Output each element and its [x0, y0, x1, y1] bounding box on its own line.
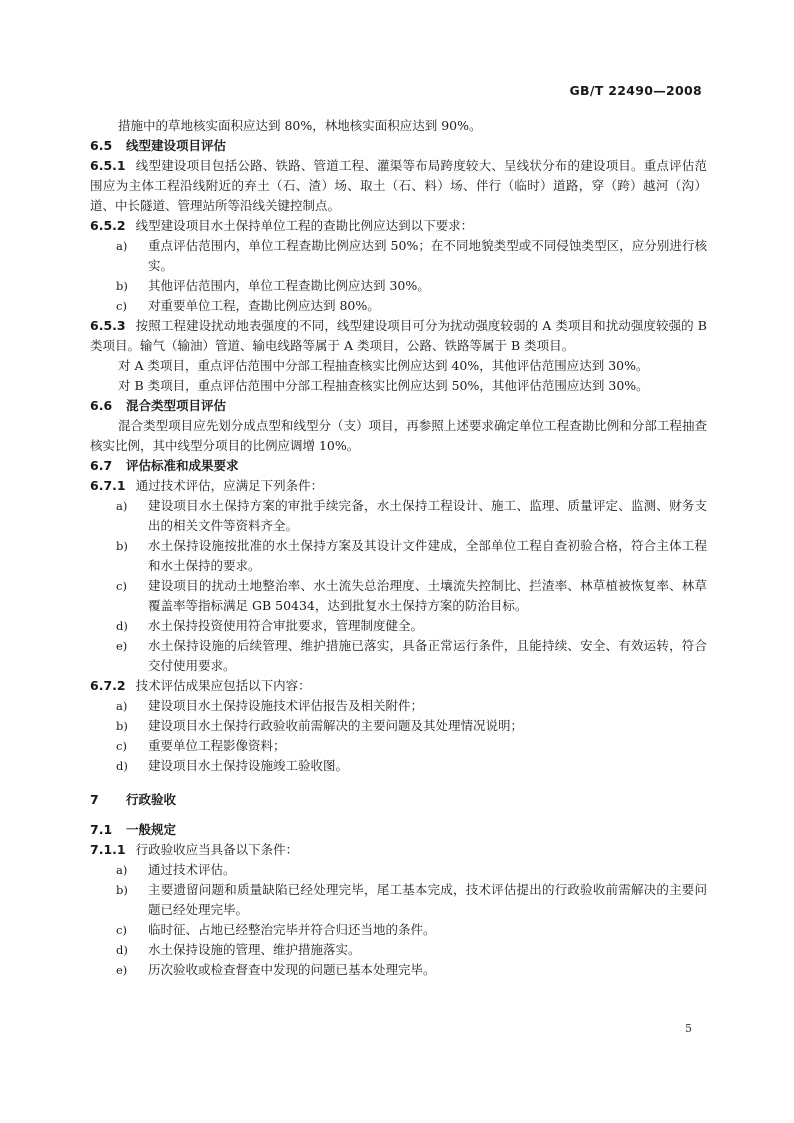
clause-number: 6.5.3 — [90, 318, 126, 333]
document-body — [90, 116, 707, 980]
section-title: 线型建设项目评估 — [126, 138, 227, 153]
list-item — [90, 736, 707, 756]
list-marker: b) — [116, 539, 128, 553]
list-text: 建设项目的扰动土地整治率、水土流失总治理度、土壤流失控制比、拦渣率、林草植被恢复率、林草覆盖率等指标满足 GB 50434，达到批复水土保持方案的防治目标。 — [148, 578, 707, 613]
list-item — [90, 296, 707, 316]
clause-text: 行政验收应当具备以下条件： — [135, 842, 299, 857]
list-marker: a) — [116, 499, 128, 513]
list-item — [90, 276, 707, 296]
list-text: 水土保持设施按批准的水土保持方案及其设计文件建成，全部单位工程自查初验合格，符合主体工程和水土保持的要求。 — [148, 538, 707, 573]
section-title: 混合类型项目评估 — [126, 398, 227, 413]
list-item — [90, 920, 707, 940]
section-title: 一般规定 — [126, 822, 177, 837]
list-text: 水土保持投资使用符合审批要求，管理制度健全。 — [148, 618, 424, 633]
list-marker: a) — [116, 699, 128, 713]
clause-number: 6.5.1 — [90, 158, 126, 173]
section-number: 6.5 — [90, 138, 113, 153]
list-text: 水土保持设施的管理、维护措施落实。 — [148, 942, 361, 957]
list-text: 其他评估范围内，单位工程查勘比例应达到 30%。 — [148, 278, 430, 293]
list-item — [90, 576, 707, 616]
list-item — [90, 616, 707, 636]
paragraph: 对 B 类项目，重点评估范围中分部工程抽查核实比例应达到 50%，其他评估范围应达到 30%。 — [118, 378, 649, 393]
list-text: 建设项目水土保持方案的审批手续完备，水土保持工程设计、施工、监理、质量评定、监测、财务支出的相关文件等资料齐全。 — [148, 498, 707, 533]
clause — [90, 156, 707, 216]
clause-number: 6.7.2 — [90, 678, 126, 693]
list-marker: d) — [116, 619, 128, 633]
clause-text: 通过技术评估，应满足下列条件： — [135, 478, 324, 493]
list-text: 主要遗留问题和质量缺陷已经处理完毕，尾工基本完成，技术评估提出的行政验收前需解决的主要问题已经处理完毕。 — [148, 882, 707, 917]
list-marker: b) — [116, 279, 128, 293]
clause — [90, 840, 707, 860]
clause — [90, 216, 707, 236]
list-item — [90, 236, 707, 276]
section-heading — [90, 136, 707, 156]
list-marker: a) — [116, 863, 128, 877]
list-item — [90, 940, 707, 960]
list-text: 临时征、占地已经整治完毕并符合归还当地的条件。 — [148, 922, 436, 937]
list-marker: b) — [116, 719, 128, 733]
list-marker: d) — [116, 759, 128, 773]
chapter-heading — [90, 790, 707, 810]
list-marker: c) — [116, 299, 127, 313]
list-text: 通过技术评估。 — [148, 862, 236, 877]
list-marker: c) — [116, 923, 127, 937]
paragraph: 对 A 类项目，重点评估范围中分部工程抽查核实比例应达到 40%，其他评估范围应达到 30%。 — [118, 358, 649, 373]
section-heading — [90, 820, 707, 840]
list-item — [90, 960, 707, 980]
section-number: 7.1 — [90, 822, 113, 837]
clause-number: 6.5.2 — [90, 218, 126, 233]
clause-text: 线型建设项目包括公路、铁路、管道工程、灌渠等布局跨度较大、呈线状分布的建设项目。重点评估范围应为主体工程沿线附近的弃土（石、渣）场、取土（石、料）场、伴行（临时）道路，穿（跨）越河（沟）道、中长隧道、管理站所等沿线关键控制点。 — [90, 158, 707, 213]
list-text: 对重要单位工程，查勘比例应达到 80%。 — [148, 298, 380, 313]
section-number: 6.7 — [90, 458, 113, 473]
list-marker: b) — [116, 883, 128, 897]
clause — [90, 676, 707, 696]
list-item — [90, 756, 707, 776]
paragraph: 措施中的草地核实面积应达到 80%，林地核实面积应达到 90%。 — [118, 118, 482, 133]
list-item — [90, 716, 707, 736]
list-item — [90, 696, 707, 716]
list-marker: a) — [116, 239, 128, 253]
section-number: 7 — [90, 792, 99, 807]
list-item — [90, 496, 707, 536]
list-text: 建设项目水土保持设施竣工验收图。 — [148, 758, 349, 773]
list-marker: c) — [116, 579, 127, 593]
section-title: 行政验收 — [126, 792, 177, 807]
section-title: 评估标准和成果要求 — [126, 458, 239, 473]
clause-text: 技术评估成果应包括以下内容： — [135, 678, 311, 693]
list-marker: e) — [116, 963, 128, 977]
list-text: 历次验收或检查督查中发现的问题已基本处理完毕。 — [148, 962, 436, 977]
section-number: 6.6 — [90, 398, 113, 413]
clause-text: 线型建设项目水土保持单位工程的查勘比例应达到以下要求： — [135, 218, 474, 233]
clause-number: 6.7.1 — [90, 478, 126, 493]
section-heading — [90, 456, 707, 476]
list-marker: e) — [116, 639, 128, 653]
list-text: 重点评估范围内，单位工程查勘比例应达到 50%；在不同地貌类型或不同侵蚀类型区，应分别进行核实。 — [148, 238, 707, 273]
list-text: 建设项目水土保持行政验收前需解决的主要问题及其处理情况说明； — [148, 718, 524, 733]
list-marker: c) — [116, 739, 127, 753]
list-text: 建设项目水土保持设施技术评估报告及相关附件； — [148, 698, 424, 713]
paragraph: 混合类型项目应先划分成点型和线型分（支）项目，再参照上述要求确定单位工程查勘比例和分部工程抽查核实比例，其中线型分项目的比例应调增 10%。 — [90, 418, 707, 453]
section-heading — [90, 396, 707, 416]
clause-number: 7.1.1 — [90, 842, 126, 857]
list-item — [90, 536, 707, 576]
list-item — [90, 880, 707, 920]
document-id: GB/T 22490—2008 — [569, 83, 702, 98]
list-marker: d) — [116, 943, 128, 957]
list-text: 水土保持设施的后续管理、维护措施已落实，具备正常运行条件，且能持续、安全、有效运转，符合交付使用要求。 — [148, 638, 707, 673]
clause-text: 按照工程建设扰动地表强度的不同，线型建设项目可分为扰动强度较弱的 A 类项目和扰动强度较强的 B 类项目。输气（输油）管道、输电线路等属于 A 类项目，公路、铁路等属于 B 类项目。 — [90, 318, 707, 353]
list-item — [90, 636, 707, 676]
list-item — [90, 860, 707, 880]
list-text: 重要单位工程影像资料； — [148, 738, 286, 753]
clause — [90, 316, 707, 356]
clause — [90, 476, 707, 496]
page-number: 5 — [685, 1022, 692, 1035]
